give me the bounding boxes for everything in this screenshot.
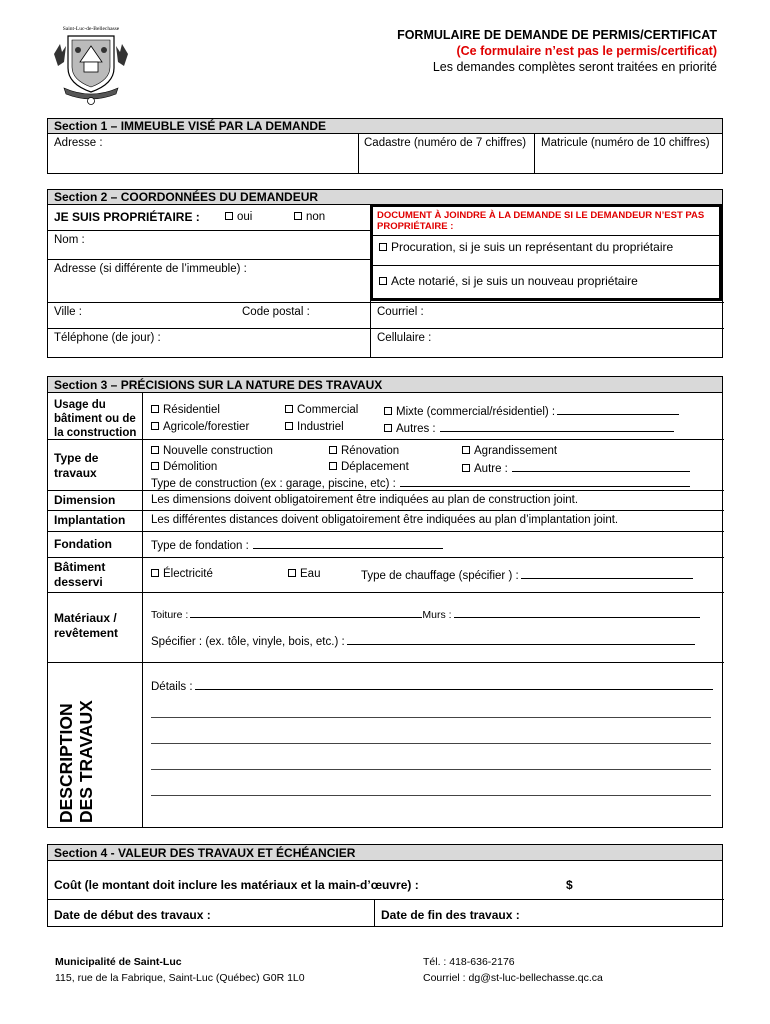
- industriel-label: Industriel: [297, 421, 344, 433]
- section4-title: Section 4 - VALEUR DES TRAVAUX ET ÉCHÉANCIER: [48, 845, 722, 861]
- details-line-3[interactable]: [151, 743, 711, 744]
- procuration-checkbox[interactable]: [379, 243, 387, 251]
- usage-label: Usage du bâtiment ou de la construction: [54, 399, 137, 439]
- document-title: DOCUMENT À JOINDRE À LA DEMANDE SI LE DEMANDEUR N’EST PAS PROPRIÉTAIRE :: [377, 210, 705, 232]
- fondation-line[interactable]: [253, 538, 443, 549]
- residentiel-checkbox[interactable]: [151, 405, 159, 413]
- eau-checkbox[interactable]: [288, 569, 296, 577]
- form-subtitle: (Ce formulaire n’est pas le permis/certificat): [456, 44, 717, 58]
- adresse-field[interactable]: Adresse :: [54, 137, 103, 149]
- murs-line[interactable]: [454, 607, 700, 618]
- cadastre-field[interactable]: Cadastre (numéro de 7 chiffres): [364, 137, 527, 149]
- demolition-label: Démolition: [163, 461, 218, 473]
- autres-line[interactable]: [440, 421, 674, 432]
- toiture-line[interactable]: [190, 607, 422, 618]
- autres-label: Autres :: [396, 423, 436, 435]
- mixte-checkbox[interactable]: [384, 407, 392, 415]
- notarie-checkbox[interactable]: [379, 277, 387, 285]
- details-label: Détails :: [151, 681, 193, 693]
- ville-field[interactable]: Ville :: [54, 306, 82, 318]
- date-fin-field[interactable]: Date de fin des travaux :: [381, 908, 520, 922]
- implantation-label: Implantation: [54, 513, 126, 527]
- oui-checkbox[interactable]: [225, 212, 233, 220]
- deplacement-checkbox[interactable]: [329, 462, 337, 470]
- logo-text: Saint-Luc-de-Bellechasse: [62, 26, 120, 32]
- commercial-checkbox[interactable]: [285, 405, 293, 413]
- deplacement-label: Déplacement: [341, 461, 409, 473]
- footer-municipalite: Municipalité de Saint-Luc: [55, 956, 182, 968]
- agricole-checkbox[interactable]: [151, 422, 159, 430]
- cellulaire-field[interactable]: Cellulaire :: [377, 332, 432, 344]
- oui-label: oui: [237, 211, 253, 223]
- notarie-label: Acte notarié, si je suis un nouveau propriétaire: [391, 274, 638, 288]
- specifier-label: Spécifier : (ex. tôle, vinyle, bois, etc.) :: [151, 636, 345, 648]
- cout-label[interactable]: Coût (le montant doit inclure les matériaux et la main-d’œuvre) :: [54, 878, 419, 892]
- autre-label: Autre :: [474, 463, 508, 475]
- specifier-line[interactable]: [347, 634, 695, 645]
- non-label: non: [306, 211, 326, 223]
- agricole-label: Agricole/forestier: [163, 421, 250, 433]
- description-label-2: DES TRAVAUX: [76, 700, 96, 823]
- section4: [47, 844, 723, 927]
- footer-adresse: 115, rue de la Fabrique, Saint-Luc (Québec) G0R 1L0: [55, 972, 305, 984]
- demolition-checkbox[interactable]: [151, 462, 159, 470]
- mixte-label: Mixte (commercial/résidentiel) :: [396, 406, 556, 418]
- section1: [47, 118, 723, 174]
- details-line-1[interactable]: [195, 679, 713, 690]
- implantation-text: Les différentes distances doivent obligatoirement être indiquées au plan d’implantation joint.: [151, 514, 619, 526]
- procuration-label: Procuration, si je suis un représentant du propriétaire: [391, 240, 674, 254]
- toiture-label: Toiture :: [151, 609, 189, 621]
- electricite-label: Électricité: [163, 568, 213, 580]
- description-vertical-label: [50, 673, 140, 823]
- type-construction-label: Type de construction (ex : garage, piscine, etc) :: [151, 478, 396, 490]
- autre-line[interactable]: [512, 461, 690, 472]
- description-label-1: DESCRIPTION: [56, 703, 76, 823]
- section2-title: Section 2 – COORDONNÉES DU DEMANDEUR: [48, 190, 722, 205]
- adresse-demandeur-field[interactable]: Adresse (si différente de l’immeuble) :: [54, 263, 247, 275]
- renovation-checkbox[interactable]: [329, 446, 337, 454]
- telephone-field[interactable]: Téléphone (de jour) :: [54, 332, 161, 344]
- matricule-field[interactable]: Matricule (numéro de 10 chiffres): [541, 137, 710, 149]
- details-line-2[interactable]: [151, 717, 711, 718]
- commercial-label: Commercial: [297, 404, 359, 416]
- footer-telephone: Tél. : 418-636-2176: [423, 956, 515, 968]
- electricite-checkbox[interactable]: [151, 569, 159, 577]
- form-title: FORMULAIRE DE DEMANDE DE PERMIS/CERTIFICAT: [397, 28, 717, 42]
- code-postal-field[interactable]: Code postal :: [242, 306, 310, 318]
- agrandissement-label: Agrandissement: [474, 445, 558, 457]
- materiaux-label: Matériaux / revêtement: [54, 611, 119, 640]
- chauffage-line[interactable]: [521, 568, 693, 579]
- mixte-line[interactable]: [557, 404, 679, 415]
- section1-title: Section 1 – IMMEUBLE VISÉ PAR LA DEMANDE: [48, 119, 722, 134]
- murs-label: Murs :: [422, 609, 452, 621]
- dimension-label: Dimension: [54, 493, 116, 507]
- fondation-label: Fondation: [54, 537, 112, 551]
- section3-title: Section 3 – PRÉCISIONS SUR LA NATURE DES TRAVAUX: [48, 377, 722, 393]
- industriel-checkbox[interactable]: [285, 422, 293, 430]
- chauffage-label: Type de chauffage (spécifier ) :: [361, 570, 519, 582]
- dollar-sign: $: [566, 878, 573, 892]
- footer-courriel: Courriel : dg@st-luc-bellechasse.qc.ca: [423, 972, 603, 984]
- residentiel-label: Résidentiel: [163, 404, 220, 416]
- fondation-text: Type de fondation :: [151, 540, 249, 552]
- proprietaire-label: JE SUIS PROPRIÉTAIRE :: [54, 210, 200, 224]
- batiment-label: Bâtiment desservi: [54, 560, 106, 589]
- details-line-5[interactable]: [151, 795, 711, 796]
- eau-label: Eau: [300, 568, 321, 580]
- document-box: [370, 204, 722, 301]
- priority-note: Les demandes complètes seront traitées en priorité: [432, 60, 717, 74]
- type-label: Type de travaux: [54, 451, 99, 480]
- details-line-4[interactable]: [151, 769, 711, 770]
- nouvelle-checkbox[interactable]: [151, 446, 159, 454]
- dimension-text: Les dimensions doivent obligatoirement être indiquées au plan de construction joint.: [151, 494, 579, 506]
- nom-field[interactable]: Nom :: [54, 234, 85, 246]
- section3: [47, 376, 723, 828]
- autres-checkbox[interactable]: [384, 424, 392, 432]
- type-construction-line[interactable]: [400, 476, 690, 487]
- courriel-field[interactable]: Courriel :: [377, 306, 424, 318]
- agrandissement-checkbox[interactable]: [462, 446, 470, 454]
- date-debut-field[interactable]: Date de début des travaux :: [54, 908, 211, 922]
- renovation-label: Rénovation: [341, 445, 400, 457]
- non-checkbox[interactable]: [294, 212, 302, 220]
- nouvelle-label: Nouvelle construction: [163, 445, 273, 457]
- municipal-logo: [50, 22, 132, 106]
- autre-checkbox[interactable]: [462, 464, 470, 472]
